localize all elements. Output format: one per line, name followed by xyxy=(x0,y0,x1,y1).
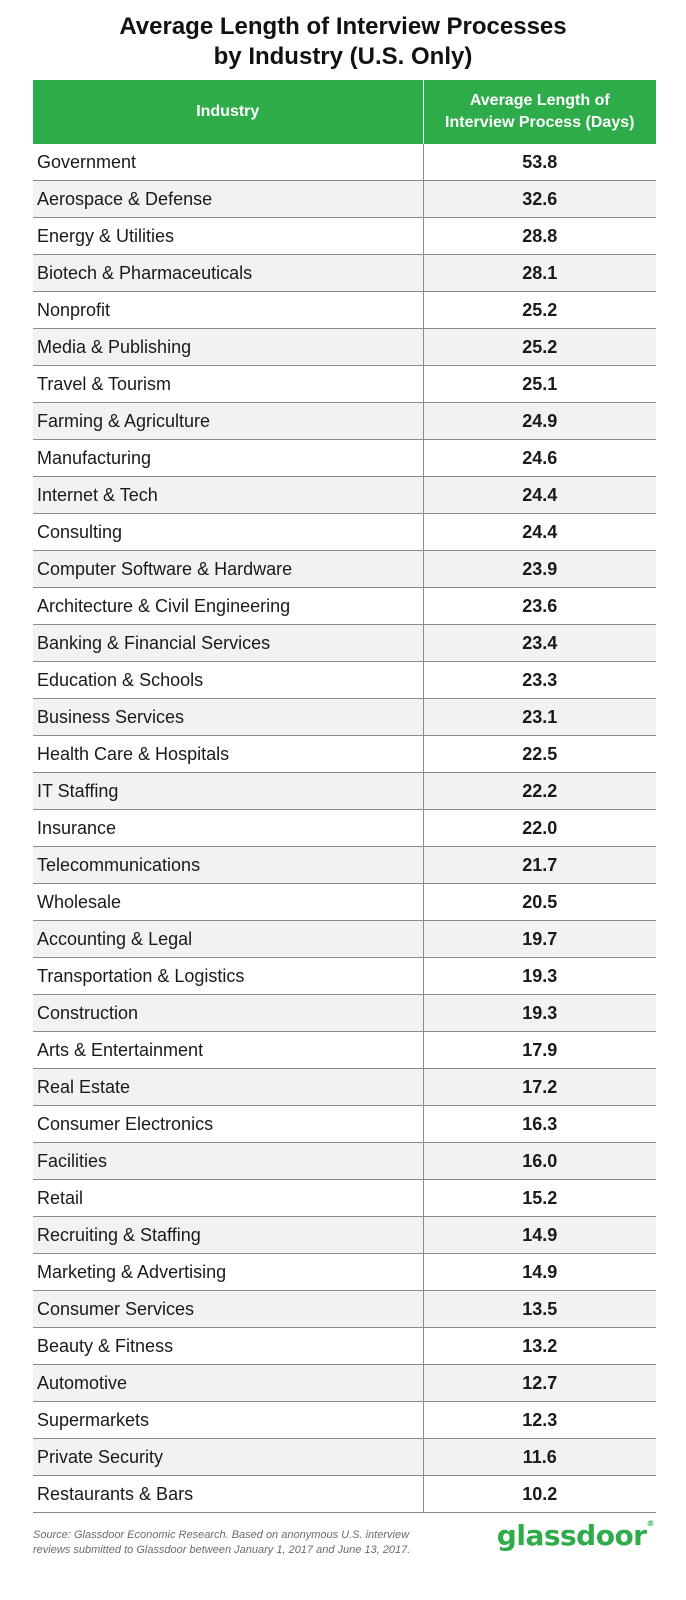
table-row xyxy=(33,1217,656,1254)
industry-cell: Business Services xyxy=(33,699,423,736)
days-value-cell: 16.0 xyxy=(423,1143,656,1180)
table-row xyxy=(33,366,656,403)
industry-cell: Construction xyxy=(33,995,423,1032)
column-header-industry xyxy=(33,80,423,144)
industry-cell: Recruiting & Staffing xyxy=(33,1217,423,1254)
industry-cell: Architecture & Civil Engineering xyxy=(33,588,423,625)
industry-cell: Insurance xyxy=(33,810,423,847)
industry-cell: Manufacturing xyxy=(33,440,423,477)
industry-cell: Nonprofit xyxy=(33,292,423,329)
days-value-cell: 19.3 xyxy=(423,995,656,1032)
industry-cell: Beauty & Fitness xyxy=(33,1328,423,1365)
days-value-cell: 20.5 xyxy=(423,884,656,921)
days-value-cell: 23.1 xyxy=(423,699,656,736)
days-value-cell: 25.2 xyxy=(423,292,656,329)
days-value-cell: 15.2 xyxy=(423,1180,656,1217)
table-row xyxy=(33,958,656,995)
industry-cell: IT Staffing xyxy=(33,773,423,810)
table-body xyxy=(33,144,656,1513)
days-value-cell: 12.3 xyxy=(423,1402,656,1439)
table-row xyxy=(33,514,656,551)
days-value-cell: 14.9 xyxy=(423,1254,656,1291)
days-value-cell: 22.5 xyxy=(423,736,656,773)
industry-cell: Facilities xyxy=(33,1143,423,1180)
table-row xyxy=(33,292,656,329)
industry-cell: Private Security xyxy=(33,1439,423,1476)
industry-cell: Restaurants & Bars xyxy=(33,1476,423,1513)
table-row xyxy=(33,1254,656,1291)
column-header-industry-label: Industry xyxy=(196,103,260,120)
table-row xyxy=(33,1032,656,1069)
title-line-2: by Industry (U.S. Only) xyxy=(213,43,473,70)
industry-cell: Education & Schools xyxy=(33,662,423,699)
days-value-cell: 22.2 xyxy=(423,773,656,810)
table-row xyxy=(33,588,656,625)
table-row xyxy=(33,1439,656,1476)
days-value-cell: 10.2 xyxy=(423,1476,656,1513)
days-value-cell: 53.8 xyxy=(423,144,656,181)
source-line-2: reviews submitted to Glassdoor between January 1, 2017 and June 13, 2017. xyxy=(33,1544,411,1556)
industry-cell: Consulting xyxy=(33,514,423,551)
industry-cell: Retail xyxy=(33,1180,423,1217)
industry-cell: Travel & Tourism xyxy=(33,366,423,403)
title-line-1: Average Length of Interview Processes xyxy=(119,13,567,40)
days-value-cell: 23.6 xyxy=(423,588,656,625)
industry-cell: Marketing & Advertising xyxy=(33,1254,423,1291)
table-row xyxy=(33,551,656,588)
days-value-cell: 17.2 xyxy=(423,1069,656,1106)
days-value-cell: 28.8 xyxy=(423,218,656,255)
days-value-cell: 11.6 xyxy=(423,1439,656,1476)
table-row xyxy=(33,1328,656,1365)
table-row xyxy=(33,403,656,440)
industry-cell: Government xyxy=(33,144,423,181)
industry-cell: Energy & Utilities xyxy=(33,218,423,255)
glassdoor-logo xyxy=(497,1519,654,1552)
table-row xyxy=(33,1365,656,1402)
table-row xyxy=(33,1180,656,1217)
table-row xyxy=(33,440,656,477)
source-note xyxy=(33,1528,473,1558)
days-value-cell: 14.9 xyxy=(423,1217,656,1254)
page-title xyxy=(0,12,686,72)
table-row xyxy=(33,736,656,773)
days-value-cell: 13.5 xyxy=(423,1291,656,1328)
industry-cell: Arts & Entertainment xyxy=(33,1032,423,1069)
days-value-cell: 19.7 xyxy=(423,921,656,958)
table-row xyxy=(33,144,656,181)
industry-cell: Consumer Electronics xyxy=(33,1106,423,1143)
days-value-cell: 24.6 xyxy=(423,440,656,477)
days-value-cell: 28.1 xyxy=(423,255,656,292)
days-value-cell: 23.9 xyxy=(423,551,656,588)
industry-cell: Consumer Services xyxy=(33,1291,423,1328)
table-row xyxy=(33,699,656,736)
days-value-cell: 21.7 xyxy=(423,847,656,884)
table-row xyxy=(33,1476,656,1513)
industry-cell: Real Estate xyxy=(33,1069,423,1106)
industry-cell: Health Care & Hospitals xyxy=(33,736,423,773)
industry-cell: Transportation & Logistics xyxy=(33,958,423,995)
days-value-cell: 23.4 xyxy=(423,625,656,662)
industry-cell: Banking & Financial Services xyxy=(33,625,423,662)
days-value-cell: 24.4 xyxy=(423,514,656,551)
industry-cell: Media & Publishing xyxy=(33,329,423,366)
days-value-cell: 16.3 xyxy=(423,1106,656,1143)
table-row xyxy=(33,218,656,255)
table-row xyxy=(33,810,656,847)
industry-cell: Automotive xyxy=(33,1365,423,1402)
days-value-cell: 13.2 xyxy=(423,1328,656,1365)
industry-cell: Supermarkets xyxy=(33,1402,423,1439)
days-value-cell: 24.9 xyxy=(423,403,656,440)
days-value-cell: 19.3 xyxy=(423,958,656,995)
days-value-cell: 25.2 xyxy=(423,329,656,366)
table-header xyxy=(33,80,656,144)
table-row xyxy=(33,1291,656,1328)
industry-cell: Biotech & Pharmaceuticals xyxy=(33,255,423,292)
table-row xyxy=(33,921,656,958)
table-row xyxy=(33,995,656,1032)
data-table xyxy=(33,80,656,1513)
days-value-cell: 12.7 xyxy=(423,1365,656,1402)
days-value-cell: 24.4 xyxy=(423,477,656,514)
table-row xyxy=(33,662,656,699)
industry-cell: Aerospace & Defense xyxy=(33,181,423,218)
industry-cell: Internet & Tech xyxy=(33,477,423,514)
table-row xyxy=(33,477,656,514)
table-row xyxy=(33,884,656,921)
table-row xyxy=(33,625,656,662)
table-row xyxy=(33,1106,656,1143)
industry-cell: Wholesale xyxy=(33,884,423,921)
table-row xyxy=(33,1402,656,1439)
days-value-cell: 22.0 xyxy=(423,810,656,847)
industry-cell: Farming & Agriculture xyxy=(33,403,423,440)
days-value-cell: 23.3 xyxy=(423,662,656,699)
table-row xyxy=(33,847,656,884)
industry-cell: Telecommunications xyxy=(33,847,423,884)
column-header-days-line-2: Interview Process (Days) xyxy=(445,114,635,131)
days-value-cell: 25.1 xyxy=(423,366,656,403)
source-line-1: Source: Glassdoor Economic Research. Based on anonymous U.S. interview xyxy=(33,1529,410,1541)
table-row xyxy=(33,1143,656,1180)
table-row xyxy=(33,773,656,810)
table-row xyxy=(33,255,656,292)
column-header-days xyxy=(423,80,656,144)
table-row xyxy=(33,181,656,218)
industry-cell: Accounting & Legal xyxy=(33,921,423,958)
table-row xyxy=(33,329,656,366)
table-row xyxy=(33,1069,656,1106)
days-value-cell: 17.9 xyxy=(423,1032,656,1069)
logo-text: glassdoor xyxy=(496,1519,647,1552)
registered-mark: ® xyxy=(646,1519,654,1528)
days-value-cell: 32.6 xyxy=(423,181,656,218)
column-header-days-line-1: Average Length of xyxy=(469,92,610,109)
industry-cell: Computer Software & Hardware xyxy=(33,551,423,588)
header-row xyxy=(33,80,656,144)
